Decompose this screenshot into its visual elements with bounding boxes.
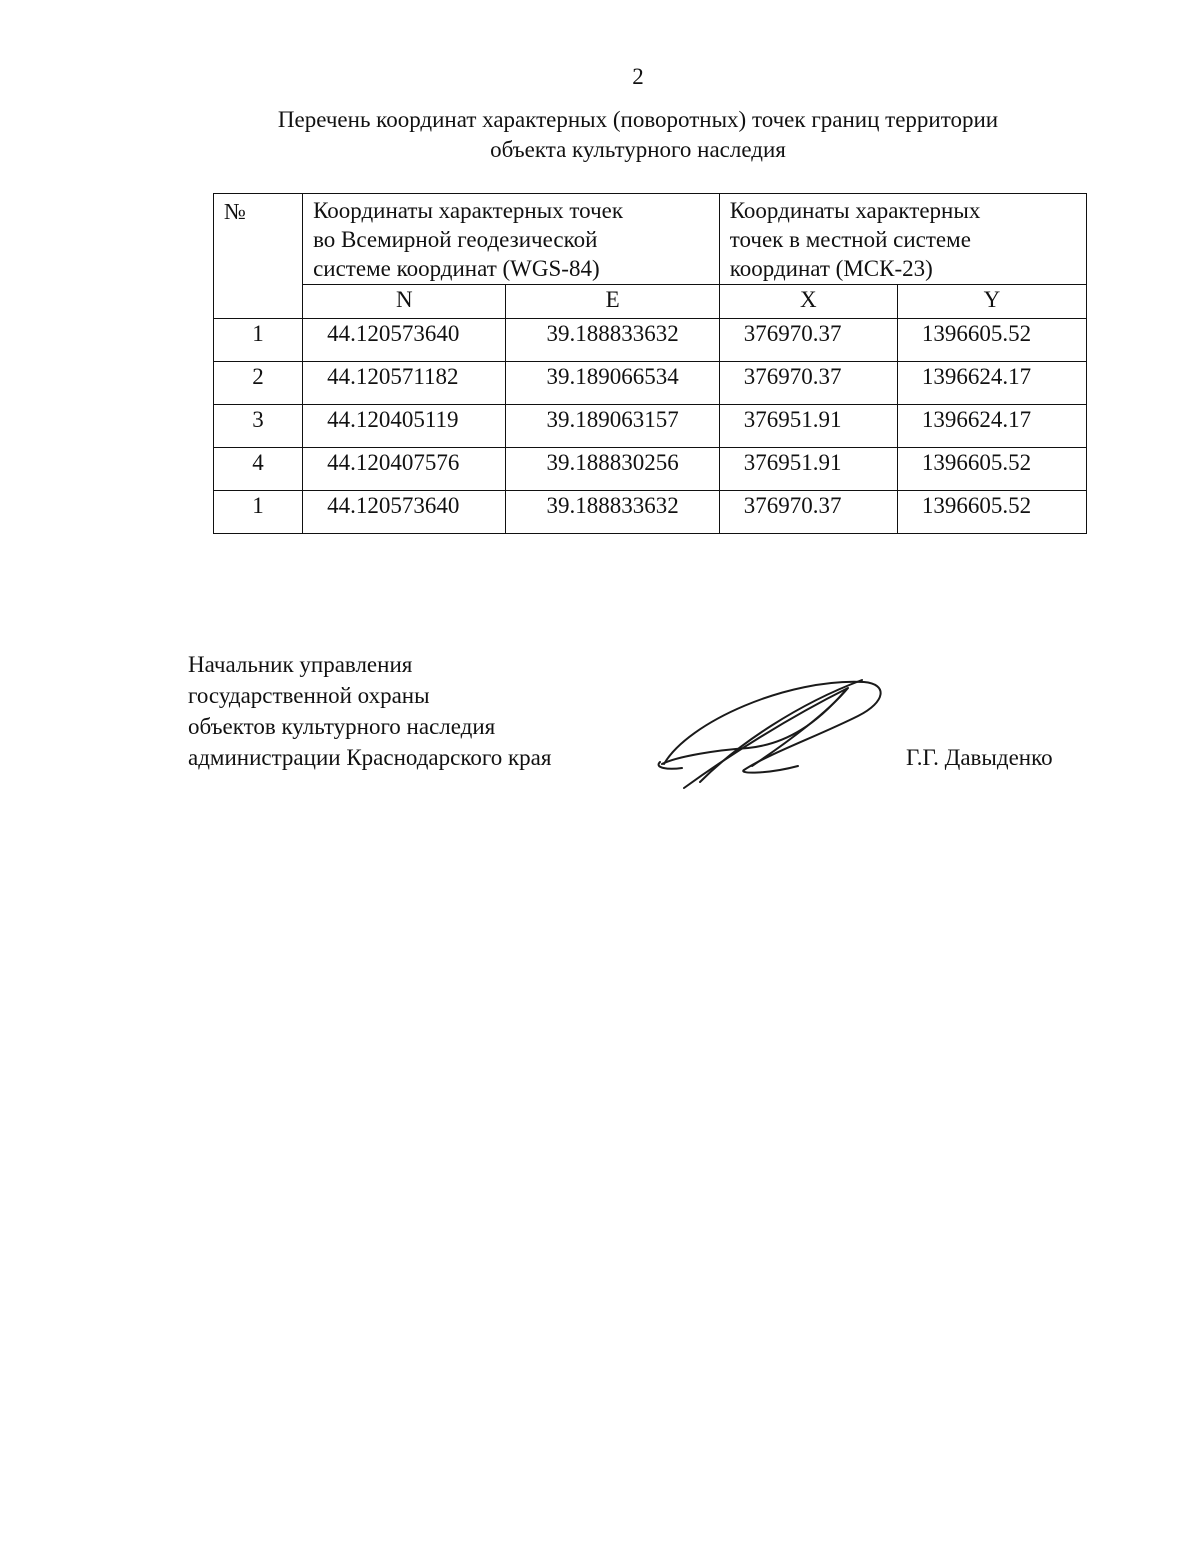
column-header-n: N [303,285,506,319]
position-line-4: администрации Краснодарского края [188,745,552,770]
cell-point-number: 4 [214,448,303,491]
cell-y: 1396624.17 [897,362,1086,405]
header-wgs84-group [303,194,720,285]
cell-x: 376970.37 [719,491,897,534]
position-line-2: государственной охраны [188,683,430,708]
header-wgs-line-2: во Всемирной геодезической [313,227,598,252]
table-row [214,448,1087,491]
position-line-3: объектов культурного наследия [188,714,496,739]
table-row [214,491,1087,534]
signer-name: Г.Г. Давыденко [906,745,1053,770]
title-line-2: объекта культурного наследия [490,137,786,162]
header-wgs-line-3: системе координат (WGS-84) [313,256,600,281]
cell-point-number: 1 [214,319,303,362]
column-header-e: E [506,285,719,319]
cell-x: 376951.91 [719,448,897,491]
cell-y: 1396605.52 [897,319,1086,362]
column-header-x: X [719,285,897,319]
cell-x: 376970.37 [719,319,897,362]
title-line-1: Перечень координат характерных (поворотных) точек границ территории [277,107,999,132]
handwritten-signature [648,672,886,796]
cell-n: 44.120407576 [303,448,506,491]
cell-y: 1396624.17 [897,405,1086,448]
cell-x: 376951.91 [719,405,897,448]
cell-e: 39.188830256 [506,448,719,491]
coordinates-table [213,193,1087,534]
header-msk-line-1: Координаты характерных [729,198,981,223]
cell-n: 44.120405119 [303,405,506,448]
cell-e: 39.189063157 [506,405,719,448]
cell-point-number: 3 [214,405,303,448]
cell-y: 1396605.52 [897,491,1086,534]
table-subheader-row [214,285,1087,319]
cell-n: 44.120573640 [303,491,506,534]
table-row [214,362,1087,405]
cell-point-number: 2 [214,362,303,405]
header-wgs-line-1: Координаты характерных точек [313,198,624,223]
document-title [200,105,1076,165]
header-msk23-group [719,194,1086,285]
header-number: № [214,194,303,319]
table-row [214,405,1087,448]
table-header-row [214,194,1087,285]
cell-e: 39.188833632 [506,319,719,362]
table-row [214,319,1087,362]
header-msk-line-2: точек в местной системе [729,227,971,252]
cell-point-number: 1 [214,491,303,534]
signer-position [188,649,551,773]
cell-y: 1396605.52 [897,448,1086,491]
page-number: 2 [632,64,644,89]
position-line-1: Начальник управления [188,652,413,677]
cell-e: 39.188833632 [506,491,719,534]
cell-n: 44.120573640 [303,319,506,362]
header-msk-line-3: координат (МСК-23) [729,256,933,281]
cell-e: 39.189066534 [506,362,719,405]
cell-x: 376970.37 [719,362,897,405]
cell-n: 44.120571182 [303,362,506,405]
column-header-y: Y [897,285,1086,319]
